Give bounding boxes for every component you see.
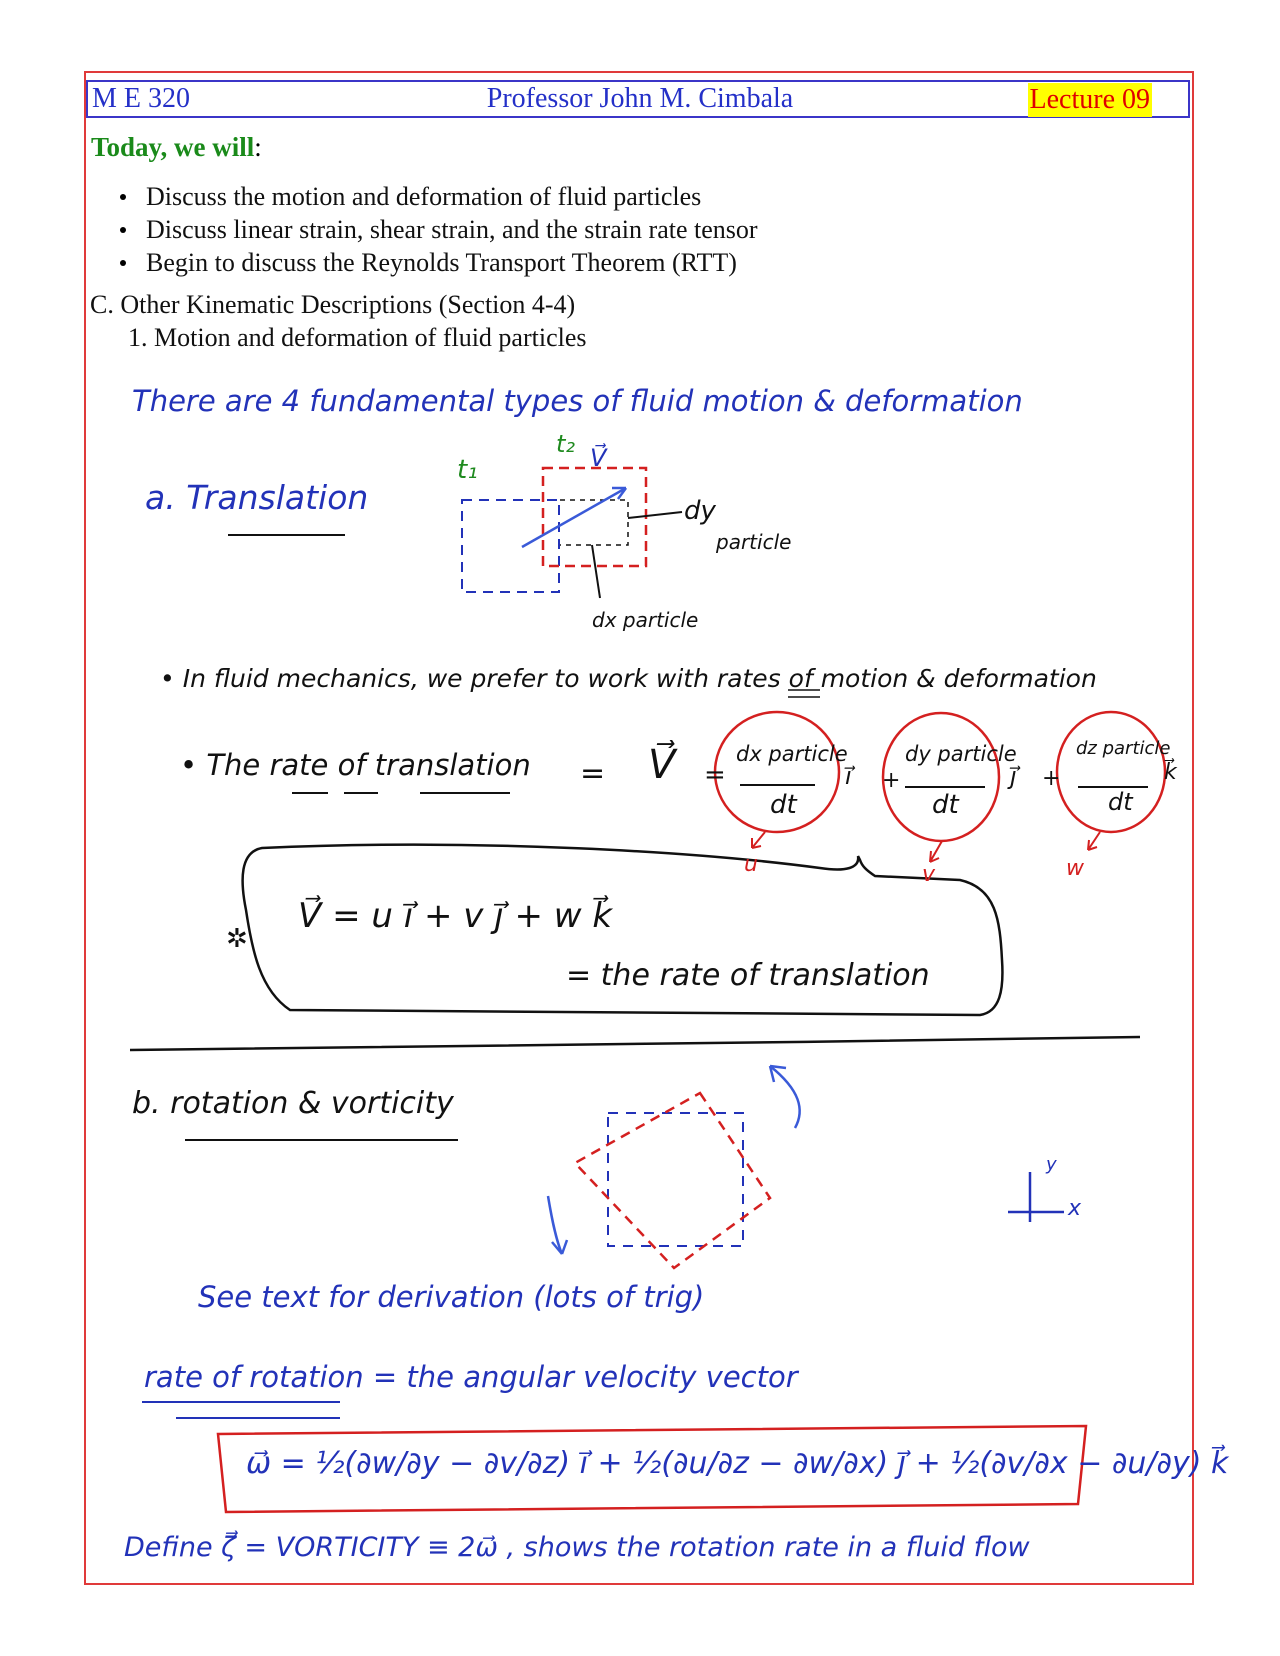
arrow-u	[752, 832, 765, 848]
term-y-den: dt	[932, 790, 959, 820]
term-x-num: dx particle	[736, 742, 848, 766]
omega-equation: ω⃗ = ½(∂w/∂y − ∂v/∂z) i⃗ + ½(∂u/∂z − ∂w/∂x) j⃗ + ½(∂v/∂x − ∂u/∂y) k⃗	[246, 1446, 1229, 1481]
boxed-equation: V⃗ = u i⃗ + v j⃗ + w k⃗	[298, 896, 613, 936]
label-dy-particle: particle	[716, 530, 792, 554]
velocity-arrow	[522, 488, 626, 547]
professor-name: Professor John M. Cimbala	[486, 83, 794, 114]
arrow-v	[930, 841, 942, 862]
section-subtitle: 1. Motion and deformation of fluid particles	[128, 323, 587, 352]
dx-leader	[592, 545, 600, 598]
i-hat: i⃗	[845, 762, 852, 790]
term-x-den: dt	[770, 790, 797, 820]
label-w: w	[1066, 856, 1084, 881]
particle-t1	[462, 500, 559, 592]
rotation-arrow-top	[770, 1066, 800, 1128]
vorticity-definition: Define ζ⃗ = VORTICITY ≡ 2ω⃗ , shows the rotation rate in a fluid flow	[124, 1532, 1030, 1563]
plus-2: +	[1042, 766, 1061, 791]
term-y-num: dy particle	[905, 742, 1017, 766]
axes-icon	[1008, 1172, 1064, 1222]
rate-rotation-note: rate of rotation = the angular velocity vector	[144, 1360, 798, 1394]
today-heading-text: Today, we will	[91, 132, 255, 162]
see-text-note: See text for derivation (lots of trig)	[198, 1280, 705, 1314]
axis-x-label: x	[1068, 1196, 1082, 1221]
section-divider	[130, 1037, 1140, 1050]
label-t2: t₂	[556, 430, 576, 458]
list-item-text: Discuss the motion and deformation of fluid particles	[146, 182, 702, 211]
equals-1: =	[580, 756, 606, 791]
rotation-label: b. rotation & vorticity	[132, 1086, 454, 1121]
boxed-description: = the rate of translation	[566, 958, 930, 993]
term-z-num: dz particle	[1076, 738, 1171, 759]
dy-leader	[628, 512, 682, 518]
prefer-note: • In fluid mechanics, we prefer to work with rates of motion & deformation	[160, 664, 1097, 693]
today-heading-colon: :	[254, 132, 262, 162]
square-after	[575, 1093, 770, 1268]
star-icon: ✲	[226, 924, 248, 954]
lecture-number: Lecture 09	[1029, 84, 1150, 115]
label-dx-particle: dx particle	[592, 608, 699, 632]
label-t1: t₁	[457, 455, 478, 485]
section-title: C. Other Kinematic Descriptions (Section 4-4)	[90, 290, 576, 319]
intro-note: There are 4 fundamental types of fluid motion & deformation	[132, 384, 1023, 418]
arrow-w	[1088, 832, 1100, 850]
rate-rotation-underline	[142, 1402, 340, 1418]
list-item-text: Begin to discuss the Reynolds Transport Theorem (RTT)	[146, 248, 737, 277]
term-z-den: dt	[1108, 788, 1133, 816]
equals-2: =	[704, 760, 726, 790]
course-code: M E 320	[92, 83, 190, 114]
label-velocity: V⃗	[590, 444, 607, 472]
velocity-vector: V⃗	[648, 742, 676, 788]
translation-label: a. Translation	[145, 478, 369, 517]
list-item-text: Discuss linear strain, shear strain, and the strain rate tensor	[146, 215, 758, 244]
label-v: v	[922, 862, 936, 887]
label-u: u	[744, 852, 758, 877]
j-hat: j⃗	[1010, 762, 1017, 790]
k-hat: k⃗	[1164, 760, 1177, 785]
label-dy: dy	[684, 496, 716, 526]
rate-translation-lhs: • The rate of translation	[180, 748, 531, 782]
axis-y-label: y	[1046, 1154, 1057, 1175]
plus-1: +	[882, 768, 901, 793]
